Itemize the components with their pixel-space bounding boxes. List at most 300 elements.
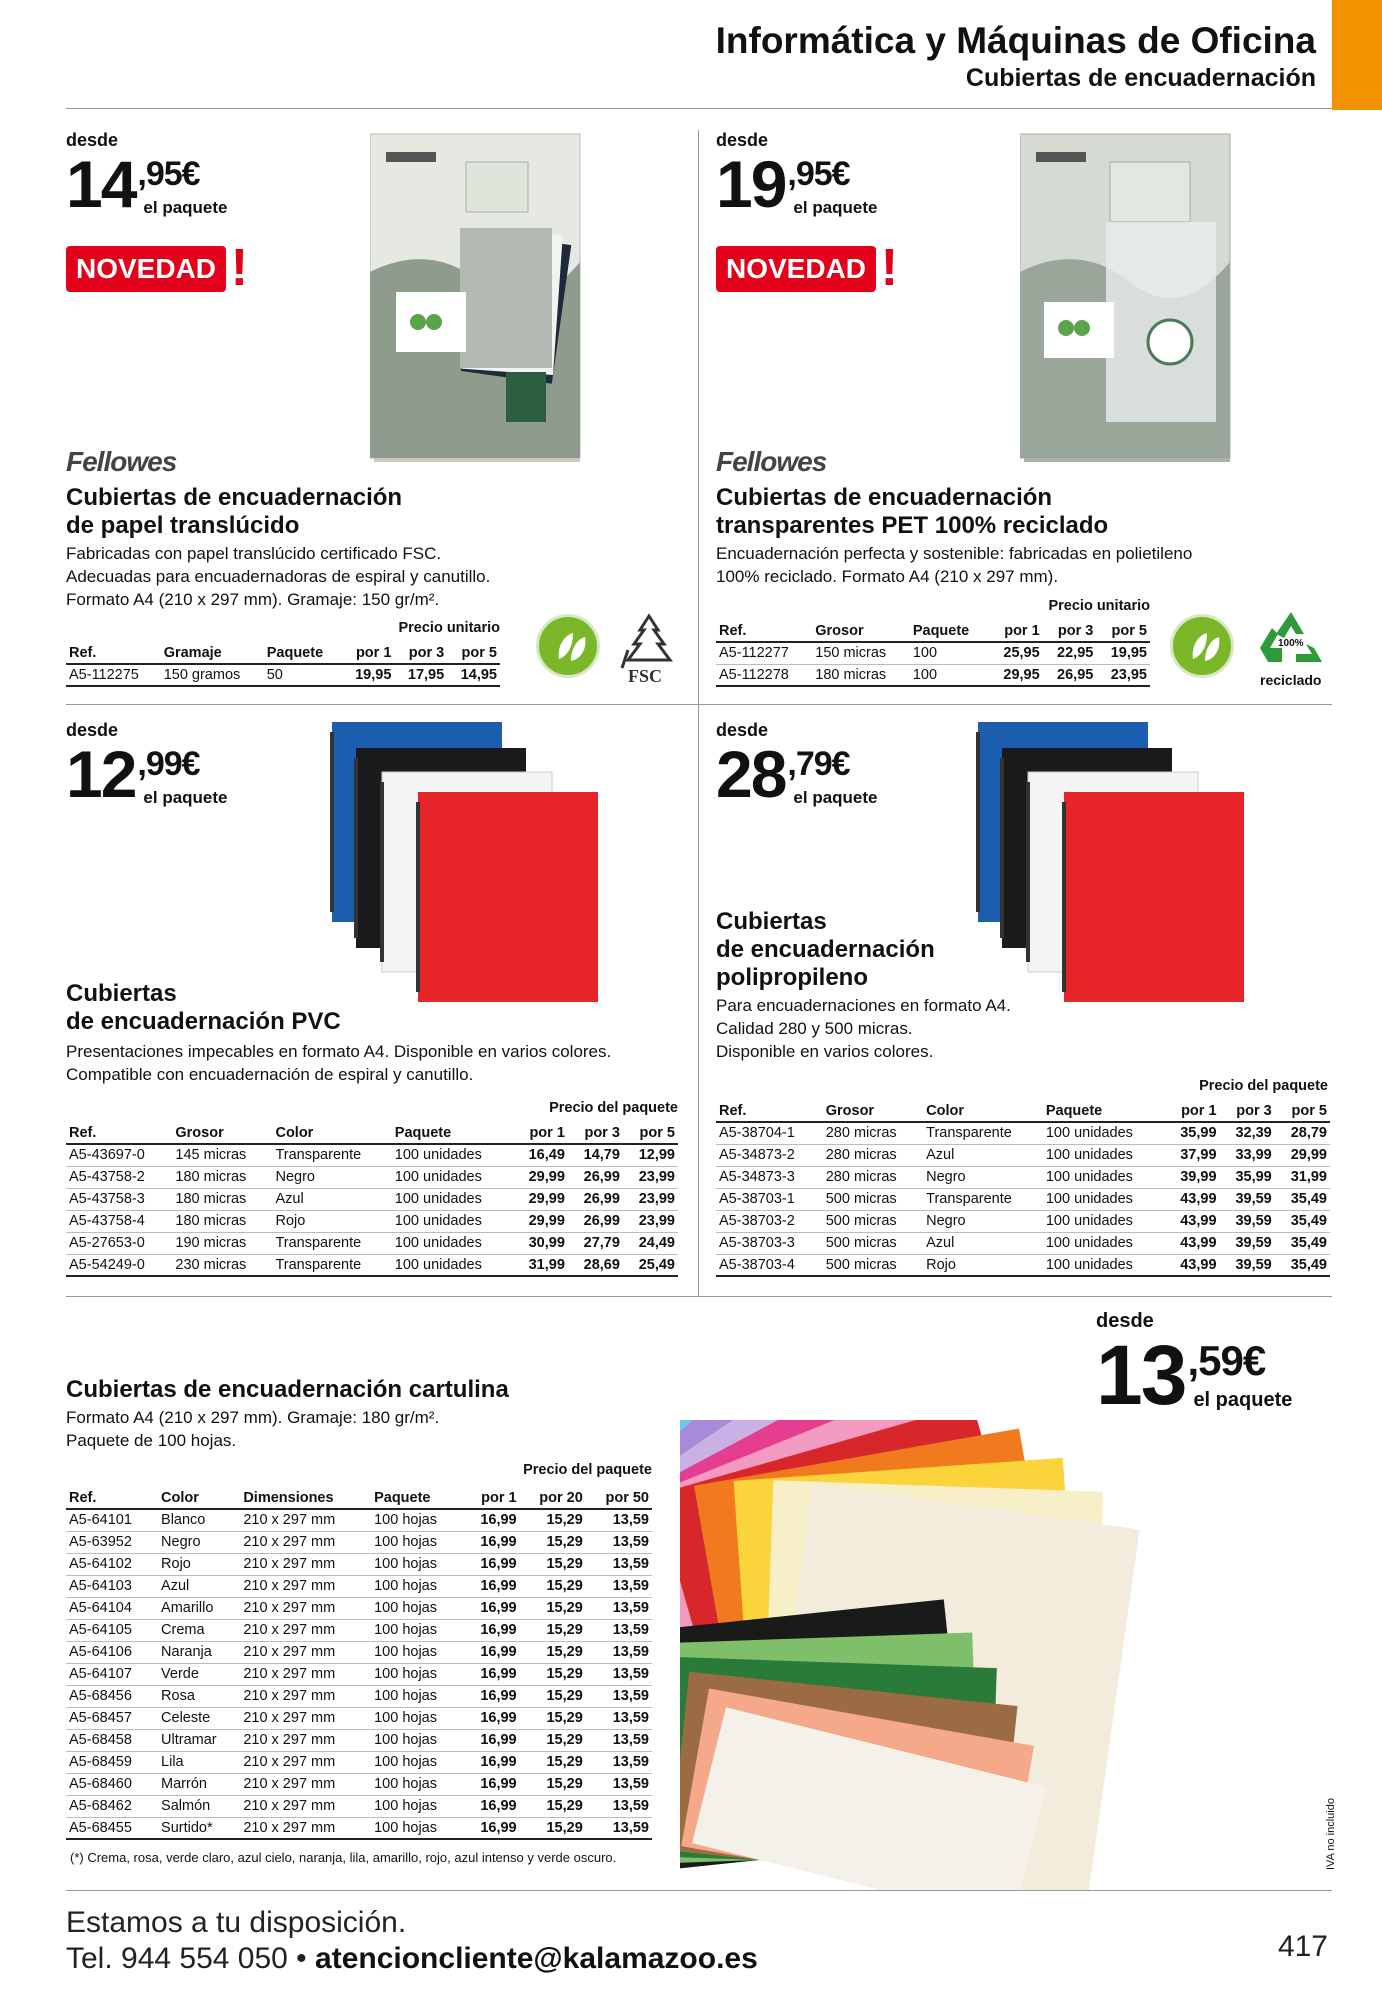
table-cell: 100 xyxy=(910,664,989,686)
fsc-logo: FSC xyxy=(618,612,680,688)
exclamation-icon: ! xyxy=(230,239,249,297)
table-cell: 29,99 xyxy=(1275,1144,1330,1166)
table-cell: 39,59 xyxy=(1220,1254,1275,1276)
price-block xyxy=(1096,1310,1293,1422)
table-cell: 26,99 xyxy=(568,1210,623,1232)
table-cell: 24,49 xyxy=(623,1232,678,1254)
table-cell: 280 micras xyxy=(823,1144,923,1166)
table-cell: 35,49 xyxy=(1275,1232,1330,1254)
header-divider xyxy=(66,108,1332,109)
table-cell: 16,49 xyxy=(513,1144,568,1166)
column-header: por 1 xyxy=(1164,1100,1219,1122)
table-cell: 180 micras xyxy=(812,664,910,686)
table-cell: 13,59 xyxy=(586,1663,652,1685)
new-badge-label: NOVEDAD xyxy=(76,253,217,284)
table-cell: A5-38703-4 xyxy=(716,1254,823,1276)
table-cell: A5-38704-1 xyxy=(716,1122,823,1144)
table-label: Precio unitario xyxy=(398,620,500,636)
product-description: Formato A4 (210 x 297 mm). Gramaje: 180 gr/m². Paquete de 100 hojas. xyxy=(66,1408,440,1450)
table-row xyxy=(66,1751,652,1773)
table-row xyxy=(66,1509,652,1531)
table-row xyxy=(716,1122,1330,1144)
table-cell: A5-68460 xyxy=(66,1773,158,1795)
table-cell: A5-54249-0 xyxy=(66,1254,172,1276)
table-row xyxy=(66,1795,652,1817)
email-link[interactable]: atencioncliente@kalamazoo.es xyxy=(315,1942,758,1975)
table-cell: 500 micras xyxy=(823,1232,923,1254)
table-row xyxy=(66,1685,652,1707)
table-cell: 15,29 xyxy=(520,1773,586,1795)
table-cell: A5-63952 xyxy=(66,1531,158,1553)
table-row xyxy=(66,1575,652,1597)
exclamation-icon: ! xyxy=(880,239,899,297)
table-cell: Negro xyxy=(923,1166,1043,1188)
table-cell: 100 hojas xyxy=(371,1751,463,1773)
table-cell: 31,99 xyxy=(513,1254,568,1276)
table-cell: 26,99 xyxy=(568,1188,623,1210)
column-divider xyxy=(698,130,699,1296)
product-title: Cubiertas de encuadernación transparentes PET 100% reciclado xyxy=(716,484,1109,539)
column-header: Color xyxy=(923,1100,1043,1122)
table-cell: 210 x 297 mm xyxy=(240,1663,371,1685)
table-cell: 210 x 297 mm xyxy=(240,1597,371,1619)
price-decimal: ,59€ xyxy=(1187,1337,1266,1384)
table-cell: 15,29 xyxy=(520,1729,586,1751)
table-cell: 100 unidades xyxy=(392,1210,513,1232)
table-row xyxy=(716,664,1150,686)
table-row xyxy=(66,1641,652,1663)
table-row xyxy=(66,1597,652,1619)
column-header: Grosor xyxy=(812,620,910,642)
table-cell: 210 x 297 mm xyxy=(240,1751,371,1773)
table-cell: 13,59 xyxy=(586,1575,652,1597)
table-row xyxy=(66,1254,678,1276)
column-header: por 5 xyxy=(1275,1100,1330,1122)
page-number: 417 xyxy=(1277,1930,1328,1963)
table-cell: 16,99 xyxy=(463,1553,520,1575)
table-cell: A5-68457 xyxy=(66,1707,158,1729)
table-label: Precio del paquete xyxy=(523,1462,652,1478)
table-row xyxy=(66,664,500,686)
table-cell: 33,99 xyxy=(1220,1144,1275,1166)
column-header: por 1 xyxy=(342,642,395,664)
table-cell: 19,95 xyxy=(342,664,395,686)
table-cell: 17,95 xyxy=(394,664,447,686)
table-cell: 14,95 xyxy=(447,664,500,686)
price-unit: el paquete xyxy=(143,198,228,217)
table-cell: 29,99 xyxy=(513,1166,568,1188)
table-cell: A5-64103 xyxy=(66,1575,158,1597)
column-header: Grosor xyxy=(172,1122,272,1144)
product-description: Presentaciones impecables en formato A4. Disponible en varios colores. Compatible con encuadernación de espiral y canutillo. xyxy=(66,1042,612,1084)
table-cell: 100 unidades xyxy=(392,1188,513,1210)
table-cell: 16,99 xyxy=(463,1685,520,1707)
table-cell: Azul xyxy=(272,1188,391,1210)
table-cell: 28,79 xyxy=(1275,1122,1330,1144)
table-row xyxy=(716,1254,1330,1276)
table-cell: 100 hojas xyxy=(371,1597,463,1619)
table-cell: A5-64107 xyxy=(66,1663,158,1685)
table-cell: Rosa xyxy=(158,1685,240,1707)
table-cell: 280 micras xyxy=(823,1122,923,1144)
table-row xyxy=(66,1773,652,1795)
row-divider xyxy=(66,1296,1332,1297)
table-cell: A5-43758-3 xyxy=(66,1188,172,1210)
table-cell: Rojo xyxy=(158,1553,240,1575)
table-cell: 15,29 xyxy=(520,1795,586,1817)
table-cell: Azul xyxy=(923,1232,1043,1254)
table-cell: 210 x 297 mm xyxy=(240,1773,371,1795)
table-cell: 210 x 297 mm xyxy=(240,1619,371,1641)
table-cell: 100 unidades xyxy=(1043,1144,1164,1166)
table-cell: A5-43758-4 xyxy=(66,1210,172,1232)
table-cell: 43,99 xyxy=(1164,1188,1219,1210)
column-header: Dimensiones xyxy=(240,1487,371,1509)
table-row xyxy=(716,642,1150,664)
price-block xyxy=(66,130,228,221)
table-row xyxy=(66,1729,652,1751)
table-cell: Naranja xyxy=(158,1641,240,1663)
table-cell: A5-64106 xyxy=(66,1641,158,1663)
table-cell: Azul xyxy=(158,1575,240,1597)
table-cell: 15,29 xyxy=(520,1553,586,1575)
table-cell: 35,49 xyxy=(1275,1210,1330,1232)
product-title: Cubiertas de encuadernación PVC xyxy=(66,980,341,1035)
phone: Tel. 944 554 050 • xyxy=(66,1942,316,1975)
footer-line: Estamos a tu disposición. xyxy=(66,1906,407,1939)
table-cell: Ultramar xyxy=(158,1729,240,1751)
table-cell: 12,99 xyxy=(623,1144,678,1166)
table-cell: 280 micras xyxy=(823,1166,923,1188)
table-cell: A5-38703-1 xyxy=(716,1188,823,1210)
table-cell: 29,99 xyxy=(513,1210,568,1232)
column-header: Ref. xyxy=(66,1487,158,1509)
table-cell: 15,29 xyxy=(520,1817,586,1839)
table-cell: 15,29 xyxy=(520,1707,586,1729)
column-header: por 3 xyxy=(394,642,447,664)
table-cell: 100 unidades xyxy=(392,1166,513,1188)
table-cell: 100 xyxy=(910,642,989,664)
table-row xyxy=(716,1210,1330,1232)
table-cell: 16,99 xyxy=(463,1773,520,1795)
table-cell: 500 micras xyxy=(823,1188,923,1210)
table-row xyxy=(66,1553,652,1575)
price-decimal: ,79€ xyxy=(787,745,850,783)
table-cell: 13,59 xyxy=(586,1817,652,1839)
table-row xyxy=(716,1166,1330,1188)
table-cell: 13,59 xyxy=(586,1597,652,1619)
footnote: (*) Crema, rosa, verde claro, azul cielo, naranja, lila, amarillo, rojo, azul intenso y verde oscuro. xyxy=(70,1850,617,1865)
table-cell: 100 unidades xyxy=(392,1254,513,1276)
price-table xyxy=(66,1122,678,1277)
column-header: por 5 xyxy=(447,642,500,664)
table-cell: 16,99 xyxy=(463,1597,520,1619)
column-header: Paquete xyxy=(264,642,342,664)
tax-note: IVA no incluido xyxy=(1325,1798,1337,1870)
table-cell: 14,79 xyxy=(568,1144,623,1166)
table-cell: 23,99 xyxy=(623,1166,678,1188)
table-cell: 29,99 xyxy=(513,1188,568,1210)
column-header: Color xyxy=(158,1487,240,1509)
table-cell: 210 x 297 mm xyxy=(240,1575,371,1597)
table-cell: Transparente xyxy=(923,1188,1043,1210)
column-header: Ref. xyxy=(716,620,812,642)
table-cell: 100 unidades xyxy=(392,1232,513,1254)
footer-divider xyxy=(66,1890,1332,1891)
column-header: por 5 xyxy=(1096,620,1150,642)
table-cell: 16,99 xyxy=(463,1531,520,1553)
new-badge-label: NOVEDAD xyxy=(726,253,867,284)
column-header: Ref. xyxy=(66,1122,172,1144)
table-cell: 100 hojas xyxy=(371,1553,463,1575)
product-description: Fabricadas con papel translúcido certificado FSC. Adecuadas para encuadernadoras de espiral y canutillo. Formato A4 (210 x 297 mm). Gramaje: 150 gr/m². xyxy=(66,544,491,609)
table-cell: 23,99 xyxy=(623,1210,678,1232)
table-cell: 100 hojas xyxy=(371,1641,463,1663)
price-from: desde xyxy=(716,720,769,740)
table-cell: A5-68455 xyxy=(66,1817,158,1839)
table-cell: 16,99 xyxy=(463,1707,520,1729)
table-cell: 180 micras xyxy=(172,1166,272,1188)
table-cell: Transparente xyxy=(272,1254,391,1276)
table-cell: 13,59 xyxy=(586,1685,652,1707)
table-cell: A5-64104 xyxy=(66,1597,158,1619)
table-row xyxy=(66,1232,678,1254)
table-cell: 29,95 xyxy=(989,664,1043,686)
table-cell: 100 hojas xyxy=(371,1619,463,1641)
table-cell: 43,99 xyxy=(1164,1254,1219,1276)
leaf-icon xyxy=(1170,614,1234,678)
table-cell: Celeste xyxy=(158,1707,240,1729)
table-cell: Surtido* xyxy=(158,1817,240,1839)
table-cell: 16,99 xyxy=(463,1795,520,1817)
column-header: Ref. xyxy=(716,1100,823,1122)
table-row xyxy=(66,1707,652,1729)
table-cell: 26,99 xyxy=(568,1166,623,1188)
column-header: por 5 xyxy=(623,1122,678,1144)
table-cell: A5-43697-0 xyxy=(66,1144,172,1166)
table-cell: 100 hojas xyxy=(371,1531,463,1553)
product-title: Cubiertas de encuadernación polipropileno xyxy=(716,908,935,991)
table-cell: A5-27653-0 xyxy=(66,1232,172,1254)
product-image xyxy=(1020,132,1240,468)
table-cell: 500 micras xyxy=(823,1254,923,1276)
column-header: por 1 xyxy=(463,1487,520,1509)
table-cell: 100 unidades xyxy=(392,1144,513,1166)
table-cell: 16,99 xyxy=(463,1817,520,1839)
table-cell: 43,99 xyxy=(1164,1210,1219,1232)
section-tab xyxy=(1332,0,1382,110)
table-row xyxy=(66,1663,652,1685)
table-cell: 15,29 xyxy=(520,1641,586,1663)
table-row xyxy=(66,1619,652,1641)
table-cell: A5-34873-3 xyxy=(716,1166,823,1188)
price-integer: 28 xyxy=(716,737,786,811)
table-cell: 25,49 xyxy=(623,1254,678,1276)
table-cell: 22,95 xyxy=(1043,642,1097,664)
table-cell: A5-38703-3 xyxy=(716,1232,823,1254)
product-image xyxy=(972,722,1252,1012)
column-header: por 1 xyxy=(513,1122,568,1144)
table-cell: 210 x 297 mm xyxy=(240,1729,371,1751)
table-cell: 210 x 297 mm xyxy=(240,1641,371,1663)
table-cell: 500 micras xyxy=(823,1210,923,1232)
table-cell: 13,59 xyxy=(586,1531,652,1553)
table-cell: 26,95 xyxy=(1043,664,1097,686)
table-cell: 15,29 xyxy=(520,1663,586,1685)
table-cell: Azul xyxy=(923,1144,1043,1166)
product-description: Para encuadernaciones en formato A4. Calidad 280 y 500 micras. Disponible en varios colores. xyxy=(716,996,1011,1061)
price-from: desde xyxy=(1096,1310,1154,1332)
table-cell: 31,99 xyxy=(1275,1166,1330,1188)
table-cell: 150 gramos xyxy=(161,664,264,686)
product-description: Encuadernación perfecta y sostenible: fabricadas en polietileno 100% reciclado. Formato A4 (210 x 297 mm). xyxy=(716,544,1193,586)
table-cell: 145 micras xyxy=(172,1144,272,1166)
table-cell: 13,59 xyxy=(586,1795,652,1817)
price-integer: 19 xyxy=(716,147,786,221)
new-badge xyxy=(716,239,899,297)
price-block xyxy=(716,720,878,811)
table-cell: 27,79 xyxy=(568,1232,623,1254)
table-cell: 210 x 297 mm xyxy=(240,1553,371,1575)
table-cell: 35,99 xyxy=(1220,1166,1275,1188)
table-cell: 13,59 xyxy=(586,1553,652,1575)
table-row xyxy=(66,1188,678,1210)
table-cell: Rojo xyxy=(923,1254,1043,1276)
table-cell: A5-68462 xyxy=(66,1795,158,1817)
column-header: por 3 xyxy=(568,1122,623,1144)
column-header: por 50 xyxy=(586,1487,652,1509)
table-cell: 23,99 xyxy=(623,1188,678,1210)
column-header: Paquete xyxy=(1043,1100,1164,1122)
page-subtitle: Cubiertas de encuadernación xyxy=(965,64,1316,92)
table-cell: Verde xyxy=(158,1663,240,1685)
table-cell: 16,99 xyxy=(463,1641,520,1663)
table-cell: 13,59 xyxy=(586,1773,652,1795)
price-integer: 13 xyxy=(1096,1328,1186,1422)
table-cell: 16,99 xyxy=(463,1509,520,1531)
table-cell: 100 hojas xyxy=(371,1509,463,1531)
table-cell: A5-112277 xyxy=(716,642,812,664)
row-divider xyxy=(66,704,1332,705)
table-cell: A5-68459 xyxy=(66,1751,158,1773)
column-header: por 1 xyxy=(989,620,1043,642)
price-decimal: ,95€ xyxy=(137,155,200,193)
table-cell: A5-68458 xyxy=(66,1729,158,1751)
table-cell: Salmón xyxy=(158,1795,240,1817)
price-from: desde xyxy=(66,130,119,150)
table-row xyxy=(716,1188,1330,1210)
price-table xyxy=(716,1100,1330,1277)
footer-contact xyxy=(66,1942,758,1976)
price-table xyxy=(66,642,500,687)
table-cell: A5-68456 xyxy=(66,1685,158,1707)
column-header: Color xyxy=(272,1122,391,1144)
column-header: Grosor xyxy=(823,1100,923,1122)
table-cell: 16,99 xyxy=(463,1729,520,1751)
product-image xyxy=(326,722,606,1012)
table-cell: Transparente xyxy=(923,1122,1043,1144)
table-cell: 15,29 xyxy=(520,1751,586,1773)
table-cell: 100 hojas xyxy=(371,1817,463,1839)
table-cell: 16,99 xyxy=(463,1751,520,1773)
table-cell: A5-112275 xyxy=(66,664,161,686)
table-cell: 100 unidades xyxy=(1043,1122,1164,1144)
table-cell: 37,99 xyxy=(1164,1144,1219,1166)
table-cell: 190 micras xyxy=(172,1232,272,1254)
table-cell: Negro xyxy=(158,1531,240,1553)
table-cell: 25,95 xyxy=(989,642,1043,664)
table-cell: A5-34873-2 xyxy=(716,1144,823,1166)
leaf-icon xyxy=(536,614,600,678)
price-block xyxy=(716,130,878,221)
price-table xyxy=(66,1487,652,1840)
table-cell: 100 unidades xyxy=(1043,1232,1164,1254)
brand-logo: Fellowes xyxy=(716,446,827,477)
price-integer: 14 xyxy=(66,147,136,221)
column-header: por 3 xyxy=(1043,620,1097,642)
table-cell: 39,59 xyxy=(1220,1188,1275,1210)
table-cell: 210 x 297 mm xyxy=(240,1509,371,1531)
table-cell: Amarillo xyxy=(158,1597,240,1619)
table-cell: Negro xyxy=(272,1166,391,1188)
table-cell: A5-64102 xyxy=(66,1553,158,1575)
table-cell: 13,59 xyxy=(586,1751,652,1773)
table-cell: 30,99 xyxy=(513,1232,568,1254)
table-cell: A5-43758-2 xyxy=(66,1166,172,1188)
product-title: Cubiertas de encuadernación cartulina xyxy=(66,1376,509,1403)
table-cell: A5-64101 xyxy=(66,1509,158,1531)
table-cell: 35,49 xyxy=(1275,1254,1330,1276)
table-cell: 100 unidades xyxy=(1043,1254,1164,1276)
table-cell: 230 micras xyxy=(172,1254,272,1276)
column-header: por 3 xyxy=(1220,1100,1275,1122)
table-cell: 210 x 297 mm xyxy=(240,1817,371,1839)
price-from: desde xyxy=(66,720,119,740)
table-cell: 100 hojas xyxy=(371,1773,463,1795)
table-row xyxy=(716,1144,1330,1166)
price-integer: 12 xyxy=(66,737,136,811)
table-cell: A5-112278 xyxy=(716,664,812,686)
table-cell: Negro xyxy=(923,1210,1043,1232)
table-cell: 100 unidades xyxy=(1043,1188,1164,1210)
recycle-icon: 100% reciclado xyxy=(1256,608,1332,694)
table-cell: 15,29 xyxy=(520,1619,586,1641)
table-cell: 100 unidades xyxy=(1043,1210,1164,1232)
column-header: por 20 xyxy=(520,1487,586,1509)
table-cell: Transparente xyxy=(272,1144,391,1166)
table-cell: 32,39 xyxy=(1220,1122,1275,1144)
table-cell: 100 unidades xyxy=(1043,1166,1164,1188)
table-cell: 15,29 xyxy=(520,1597,586,1619)
price-decimal: ,99€ xyxy=(137,745,200,783)
table-cell: 13,59 xyxy=(586,1509,652,1531)
table-label: Precio del paquete xyxy=(549,1100,678,1116)
table-cell: 15,29 xyxy=(520,1509,586,1531)
table-cell: 43,99 xyxy=(1164,1232,1219,1254)
table-cell: 13,59 xyxy=(586,1707,652,1729)
table-row xyxy=(66,1144,678,1166)
table-cell: 210 x 297 mm xyxy=(240,1707,371,1729)
price-unit: el paquete xyxy=(143,788,228,807)
price-table xyxy=(716,620,1150,687)
price-decimal: ,95€ xyxy=(787,155,850,193)
product-image xyxy=(370,132,590,468)
table-cell: 35,99 xyxy=(1164,1122,1219,1144)
table-cell: 100 hojas xyxy=(371,1663,463,1685)
table-cell: A5-38703-2 xyxy=(716,1210,823,1232)
table-cell: A5-64105 xyxy=(66,1619,158,1641)
table-cell: 23,95 xyxy=(1096,664,1150,686)
